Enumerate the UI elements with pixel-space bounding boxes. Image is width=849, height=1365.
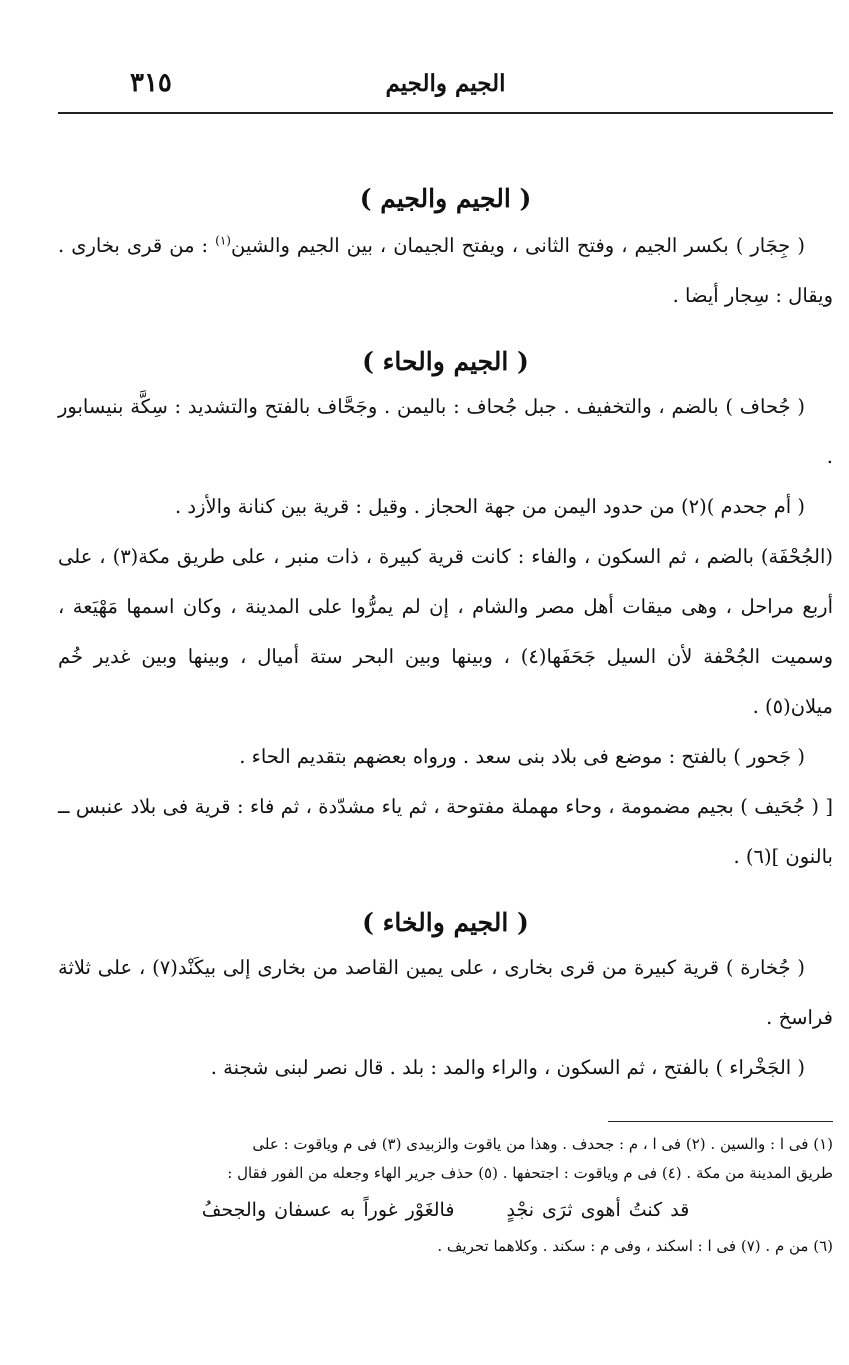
footnote-line-2: طريق المدينة من مكة . (٤) فى م وياقوت : اجتحفها . (٥) حذف جرير الهاء وجعله من الفور فقال : [227, 1164, 833, 1182]
section-heading-jim-jim: ( الجيم والجيم ) [359, 184, 532, 213]
entry-juhayf: [ ( جُحَيف ) بجيم مضمومة ، وحاء مهملة مفتوحة ، ثم ياء مشدّدة ، ثم فاء : قرية فى بلاد عنبس ــ بالنون ](٦) . [58, 795, 833, 868]
verse-second-hemistich: فالغَوْر غوراً به عسفان والجحفُ [201, 1199, 455, 1221]
entry-juhaf: ( جُحاف ) بالضم ، والتخفيف . جبل جُحاف : باليمن . وجَحَّاف بالفتح والتشديد : سِكَّة بنيسابور . [58, 395, 833, 468]
page-number: ٣١٥ [130, 68, 172, 98]
entry-umm-juhdum: ( أم جحدم )(٢) من حدود اليمن من جهة الحجاز . وقيل : قرية بين كنانة والأزد . [175, 495, 805, 518]
verse-first-hemistich: قد كنتُ أهوى ثرَى نجْدٍ [506, 1199, 690, 1221]
running-title: الجيم والجيم [385, 70, 506, 97]
footnotes [58, 1130, 833, 1261]
footnote-verse [58, 1190, 833, 1230]
entry-al-jakhra: ( الجَخْراء ) بالفتح ، ثم السكون ، والراء والمد : بلد . قال نصر لبنى شجنة . [210, 1056, 805, 1079]
running-header [58, 64, 833, 114]
entry-al-juhfa: (الجُحْفَة) بالضم ، ثم السكون ، والفاء : كانت قرية كبيرة ، ذات منبر ، على طريق مكة(٣) ، على أربع مراحل ، وهى ميقات أهل مصر والشام ، إن لم يمرُّوا على المدينة ، وكان اسمها مَهْيَعة ، وسميت الجُحْفة لأن السيل جَحَفَها(٤) ، وبينها وبين البحر ستة أميال ، وبينها وبين غدير خُم ميلان(٥) . [58, 545, 833, 718]
footnote-line-3: (٦) من م . (٧) فى ا : اسكند ، وفى م : سكند . وكلاهما تحريف . [437, 1237, 833, 1255]
section-heading-jim-ha: ( الجيم والحاء ) [362, 347, 529, 376]
footnote-ref-1: (١) [215, 233, 231, 248]
section-heading-jim-kha: ( الجيم والخاء ) [362, 908, 529, 937]
footnote-line-1: (١) فى ا : والسين . (٢) فى ا ، م : جحدف . وهذا من ياقوت والزبيدى (٣) فى م وياقوت : على [252, 1135, 833, 1153]
entry-jijar [58, 221, 833, 321]
entry-jijar-after-note: : من قرى [126, 234, 216, 257]
book-page [58, 64, 833, 1261]
entry-jijar-text: ( جِجَار ) بكسر الجيم ، وفتح الثانى ، ويفتح الجيمان ، بين الجيم والشين [230, 234, 805, 257]
footnote-rule [608, 1121, 833, 1122]
entry-jijar-cont: بخارى . ويقال : سِجار أيضا . [58, 234, 833, 307]
entry-jahur: ( جَحور ) بالفتح : موضع فى بلاد بنى سعد . ورواه بعضهم بتقديم الحاء . [239, 745, 805, 768]
entry-jukhara: ( جُخارة ) قرية كبيرة من قرى بخارى ، على يمين القاصد من بخارى إلى بيكَنْد(٧) ، على ثلاثة فراسخ . [58, 956, 833, 1029]
